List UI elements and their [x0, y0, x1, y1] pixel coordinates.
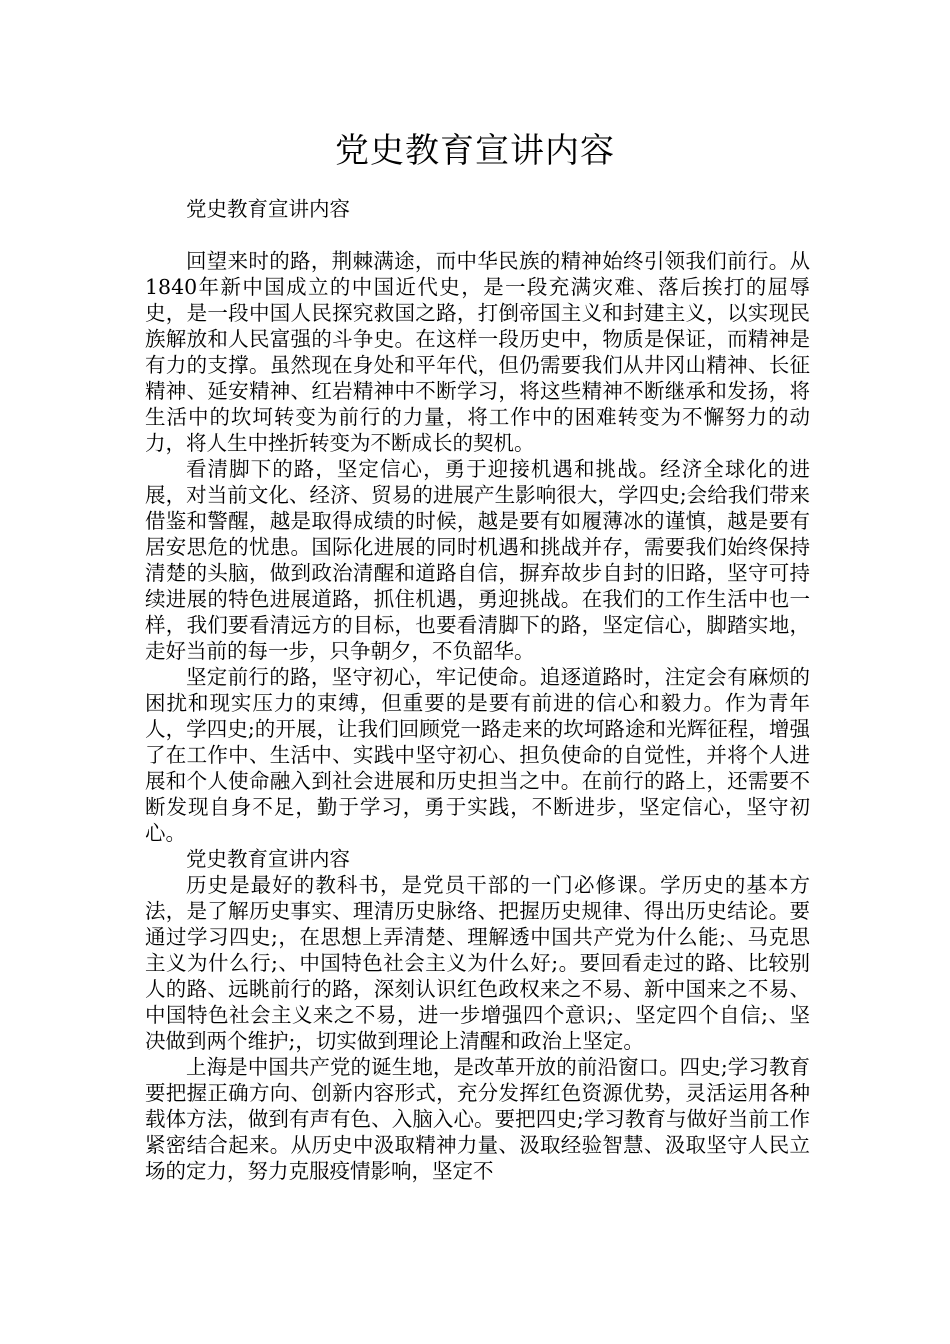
section-label: 党史教育宣讲内容	[186, 847, 350, 871]
paragraph: 坚定前行的路，坚守初心，牢记使命。追逐道路时，注定会有麻烦的困扰和现实压力的束缚，但重要的是要有前进的信心和毅力。作为青年人，学四史;的开展，让我们回顾党一路走来的坎坷路途和光辉征程，增强了在工作中、生活中、实践中坚守初心、担负使命的自觉性，并将个人进展和个人使命融入到社会进展和历史担当之中。在前行的路上，还需要不断发现自身不足，勤于学习，勇于实践，不断进步，坚定信心，坚守初心。	[145, 665, 810, 845]
paragraph: 看清脚下的路，坚定信心，勇于迎接机遇和挑战。经济全球化的进展，对当前文化、经济、贸易的进展产生影响很大，学四史;会给我们带来借鉴和警醒，越是取得成绩的时候，越是要有如履薄冰的谨慎，越是要有居安思危的忧患。国际化进展的同时机遇和挑战并存，需要我们始终保持清楚的头脑，做到政治清醒和道路自信，摒弃故步自封的旧路，坚守可持续进展的特色进展道路，抓住机遇，勇迎挑战。在我们的工作生活中也一样，我们要看清远方的目标，也要看清脚下的路，坚定信心，脚踏实地，走好当前的每一步，只争朝夕，不负韶华。	[145, 457, 810, 663]
paragraph: 上海是中国共产党的诞生地，是改革开放的前沿窗口。四史;学习教育要把握正确方向、创新内容形式，充分发挥红色资源优势，灵活运用各种载体方法，做到有声有色、入脑入心。要把四史;学习教育与做好当前工作紧密结合起来。从历史中汲取精神力量、汲取经验智慧、汲取坚守人民立场的定力，努力克服疫情影响，坚定不	[145, 1055, 810, 1183]
document-subtitle: 党史教育宣讲内容	[186, 197, 350, 221]
document-body	[145, 196, 810, 1184]
document-title: 党史教育宣讲内容	[335, 131, 615, 171]
paragraph: 回望来时的路，荆棘满途，而中华民族的精神始终引领我们前行。从1840年新中国成立的中国近代史，是一段充满灾难、落后挨打的屈辱史，是一段中国人民探究救国之路，打倒帝国主义和封建主义，以实现民族解放和人民富强的斗争史。在这样一段历史中，物质是保证，而精神是有力的支撑。虽然现在身处和平年代，但仍需要我们从井冈山精神、长征精神、延安精神、红岩精神中不断学习，将这些精神不断继承和发扬，将生活中的坎坷转变为前行的力量，将工作中的困难转变为不懈努力的动力，将人生中挫折转变为不断成长的契机。	[145, 249, 810, 455]
paragraph: 历史是最好的教科书，是党员干部的一门必修课。学历史的基本方法，是了解历史事实、理清历史脉络、把握历史规律、得出历史结论。要通过学习四史;，在思想上弄清楚、理解透中国共产党为什么能;、马克思主义为什么行;、中国特色社会主义为什么好;。要回看走过的路、比较别人的路、远眺前行的路，深刻认识红色政权来之不易、新中国来之不易、中国特色社会主义来之不易，进一步增强四个意识;、坚定四个自信;、坚决做到两个维护;，切实做到理论上清醒和政治上坚定。	[145, 873, 810, 1053]
